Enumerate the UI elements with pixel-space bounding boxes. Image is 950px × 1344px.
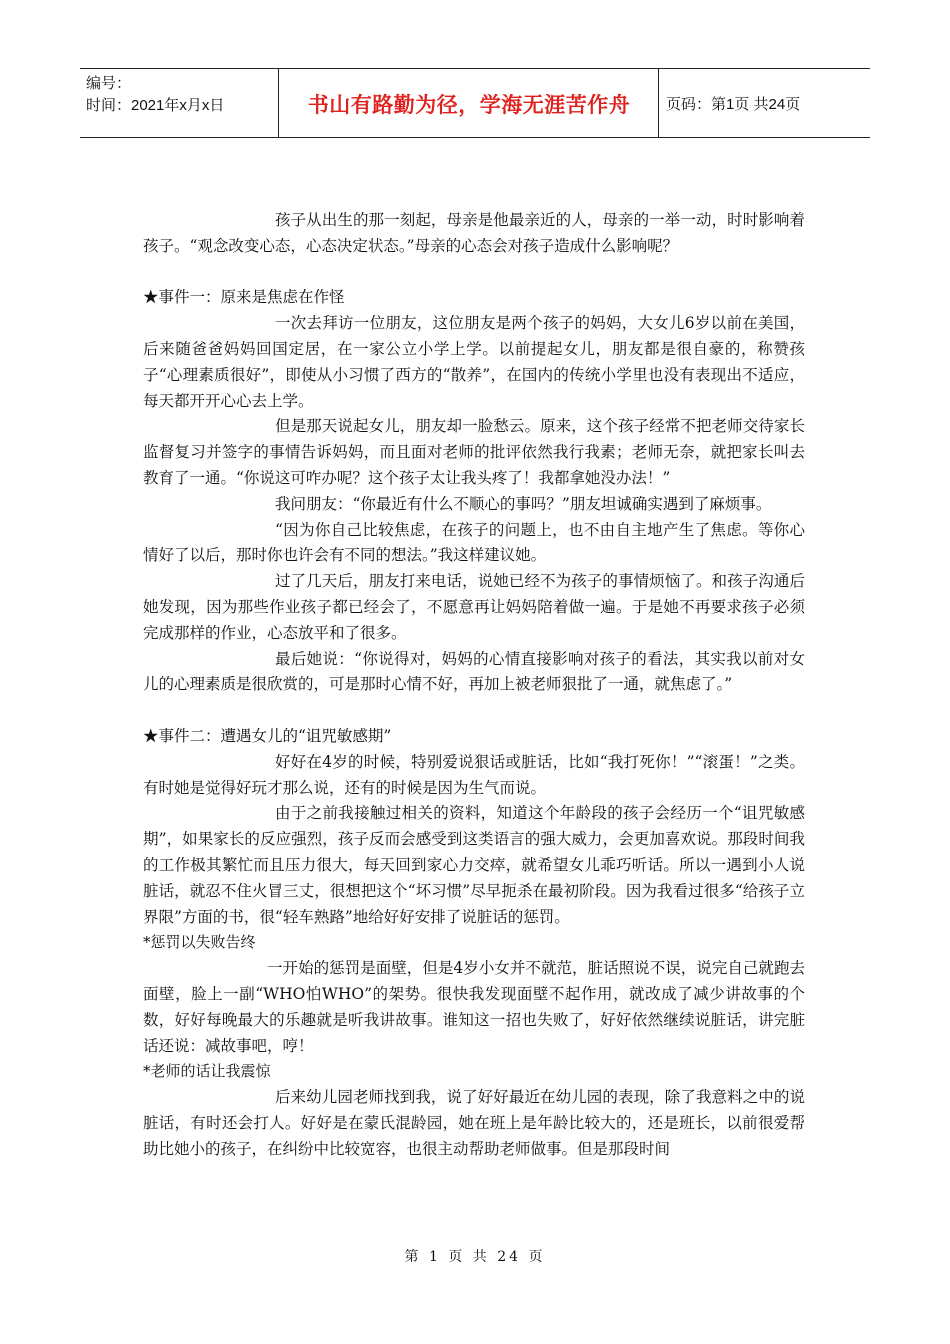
header-page-info: 页码：第1页 共24页 <box>666 96 801 113</box>
subheading: *老师的话让我震惊 <box>143 1062 271 1081</box>
section-heading: ★事件二：遭遇女儿的“诅咒敏感期” <box>143 726 392 745</box>
body-paragraph: “因为你自己比较焦虑，在孩子的问题上，也不由自主地产生了焦虑。等你心情好了以后，那时你也许会有不同的想法。”我这样建议她。 <box>143 520 805 565</box>
body-paragraph: 由于之前我接触过相关的资料，知道这个年龄段的孩子会经历一个“诅咒敏感期”，如果家长的反应强烈，孩子反而会感受到这类语言的强大威力，会更加喜欢说。那段时间我的工作极其繁忙而且压力很大，每天回到家心力交瘁，就希望女儿乖巧听话。所以一遇到小人说脏话，就忍不住火冒三丈，很想把这个“坏习惯”尽早扼杀在最初阶段。因为我看过很多“给孩子立界限”方面的书，很“轻车熟路”地给好好安排了说脏话的惩罚。 <box>143 804 805 926</box>
page-footer: 第 1 页 共 24 页 <box>404 1249 546 1265</box>
body-paragraph: 最后她说：“你说得对，妈妈的心情直接影响对孩子的看法，其实我以前对女儿的心理素质是很欣赏的，可是那时心情不好，再加上被老师狠批了一通，就焦虑了。” <box>143 649 805 694</box>
header-divider <box>658 69 659 137</box>
section-heading: ★事件一：原来是焦虑在作怪 <box>143 288 345 307</box>
subheading: *惩罚以失败告终 <box>143 933 256 952</box>
header-divider <box>278 69 279 137</box>
body-paragraph: 一开始的惩罚是面壁，但是4岁小女并不就范，脏话照说不误，说完自己就跑去面壁，脸上一副“WHO怕WHO”的架势。很快我发现面壁不起作用，就改成了减少讲故事的个数，好好每晚最大的乐趣就是听我讲故事。谁知这一招也失败了，好好依然继续说脏话，讲完脏话还说：减故事吧，哼！ <box>143 959 805 1055</box>
body-paragraph: 但是那天说起女儿，朋友却一脸愁云。原来，这个孩子经常不把老师交待家长监督复习并签字的事情告诉妈妈，而且面对老师的批评依然我行我素；老师无奈，就把家长叫去教育了一通。“你说这可咋办呢？这个孩子太让我头疼了！我都拿她没办法！” <box>143 417 805 487</box>
body-paragraph: 后来幼儿园老师找到我，说了好好最近在幼儿园的表现，除了我意料之中的说脏话，有时还会打人。好好是在蒙氏混龄园，她在班上是年龄比较大的，还是班长，以前很爱帮助比她小的孩子，在纠纷中比较宽容，也很主动帮助老师做事。但是那段时间 <box>143 1088 805 1158</box>
document-date: 时间：2021年x月x日 <box>86 97 225 114</box>
article-body <box>143 208 805 1162</box>
document-code-label: 编号： <box>86 75 132 92</box>
body-paragraph: 我问朋友：“你最近有什么不顺心的事吗？”朋友坦诚确实遇到了麻烦事。 <box>275 494 772 513</box>
intro-paragraph: 孩子从出生的那一刻起，母亲是他最亲近的人，母亲的一举一动，时时影响着孩子。“观念改变心态，心态决定状态。”母亲的心态会对孩子造成什么影响呢？ <box>143 211 805 255</box>
body-paragraph: 过了几天后，朋友打来电话，说她已经不为孩子的事情烦恼了。和孩子沟通后她发现，因为那些作业孩子都已经会了，不愿意再让妈妈陪着做一遍。于是她不再要求孩子必须完成那样的作业，心态放平和了很多。 <box>143 572 805 642</box>
header-meta <box>86 73 286 117</box>
page-header <box>80 68 870 138</box>
body-paragraph: 一次去拜访一位朋友，这位朋友是两个孩子的妈妈，大女儿6岁以前在美国，后来随爸爸妈妈回国定居，在一家公立小学上学。以前提起女儿，朋友都是很自豪的，称赞孩子“心理素质很好”，即使从小习惯了西方的“散养”，在国内的传统小学里也没有表现出不适应，每天都开开心心去上学。 <box>143 314 805 410</box>
header-motto: 书山有路勤为径，学海无涯苦作舟 <box>307 94 631 117</box>
body-paragraph: 好好在4岁的时候，特别爱说狠话或脏话，比如“我打死你！”“滚蛋！”之类。有时她是觉得好玩才那么说，还有的时候是因为生气而说。 <box>143 752 805 797</box>
